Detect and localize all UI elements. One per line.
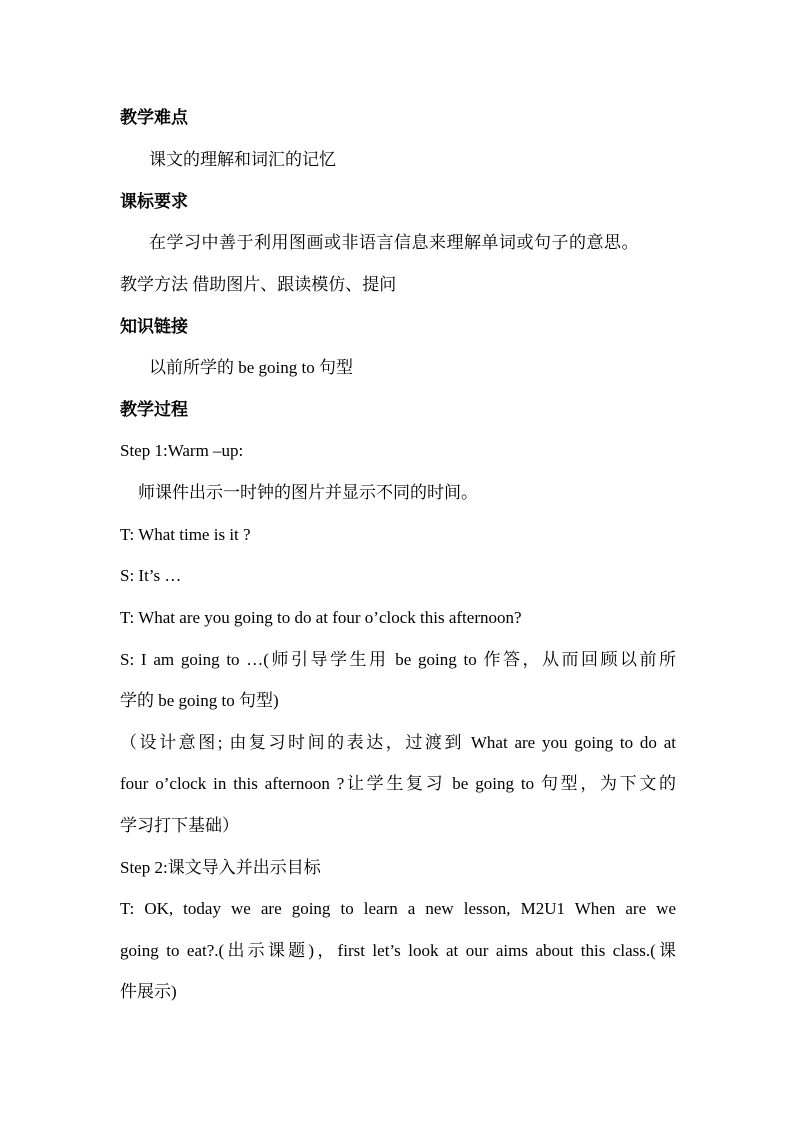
paragraph-line: 师课件出示一时钟的图片并显示不同的时间。 [138, 483, 478, 502]
dialogue-line: T: What time is it ? [120, 525, 251, 544]
dialogue-line: T: OK, today we are going to learn a new lesson, M2U1 When are we [120, 899, 676, 918]
step-heading: Step 2:课文导入并出示目标 [120, 858, 321, 877]
paragraph-line: 件展示) [120, 982, 177, 1001]
dialogue-line: S: It’s … [120, 566, 182, 585]
teaching-methods-line: 教学方法 借助图片、跟读模仿、提问 [120, 275, 397, 294]
step-heading: Step 1:Warm –up: [120, 441, 244, 460]
design-intent-line: （设计意图; 由复习时间的表达，过渡到 What are you going to do at [120, 733, 676, 752]
paragraph-line: 课文的理解和词汇的记忆 [149, 150, 336, 169]
paragraph-line: 学的 be going to 句型) [120, 691, 279, 710]
section-heading-teaching-process: 教学过程 [120, 400, 188, 419]
section-heading-teaching-difficulties: 教学难点 [120, 108, 188, 127]
dialogue-line: going to eat?.(出示课题)，first let’s look at our aims about this class.(课 [120, 941, 676, 960]
design-intent-line: four o’clock in this afternoon ?让学生复习 be going to 句型，为下文的 [120, 774, 676, 793]
paragraph-line: 在学习中善于利用图画或非语言信息来理解单词或句子的意思。 [149, 233, 639, 252]
section-heading-curriculum-requirements: 课标要求 [120, 192, 188, 211]
design-intent-line: 学习打下基础） [120, 816, 239, 835]
paragraph-line: 以前所学的 be going to 句型 [149, 358, 353, 377]
dialogue-line: S: I am going to …(师引导学生用 be going to 作答，从而回顾以前所 [120, 650, 676, 669]
dialogue-line: T: What are you going to do at four o’clock this afternoon? [120, 608, 522, 627]
section-heading-knowledge-links: 知识链接 [120, 317, 188, 336]
